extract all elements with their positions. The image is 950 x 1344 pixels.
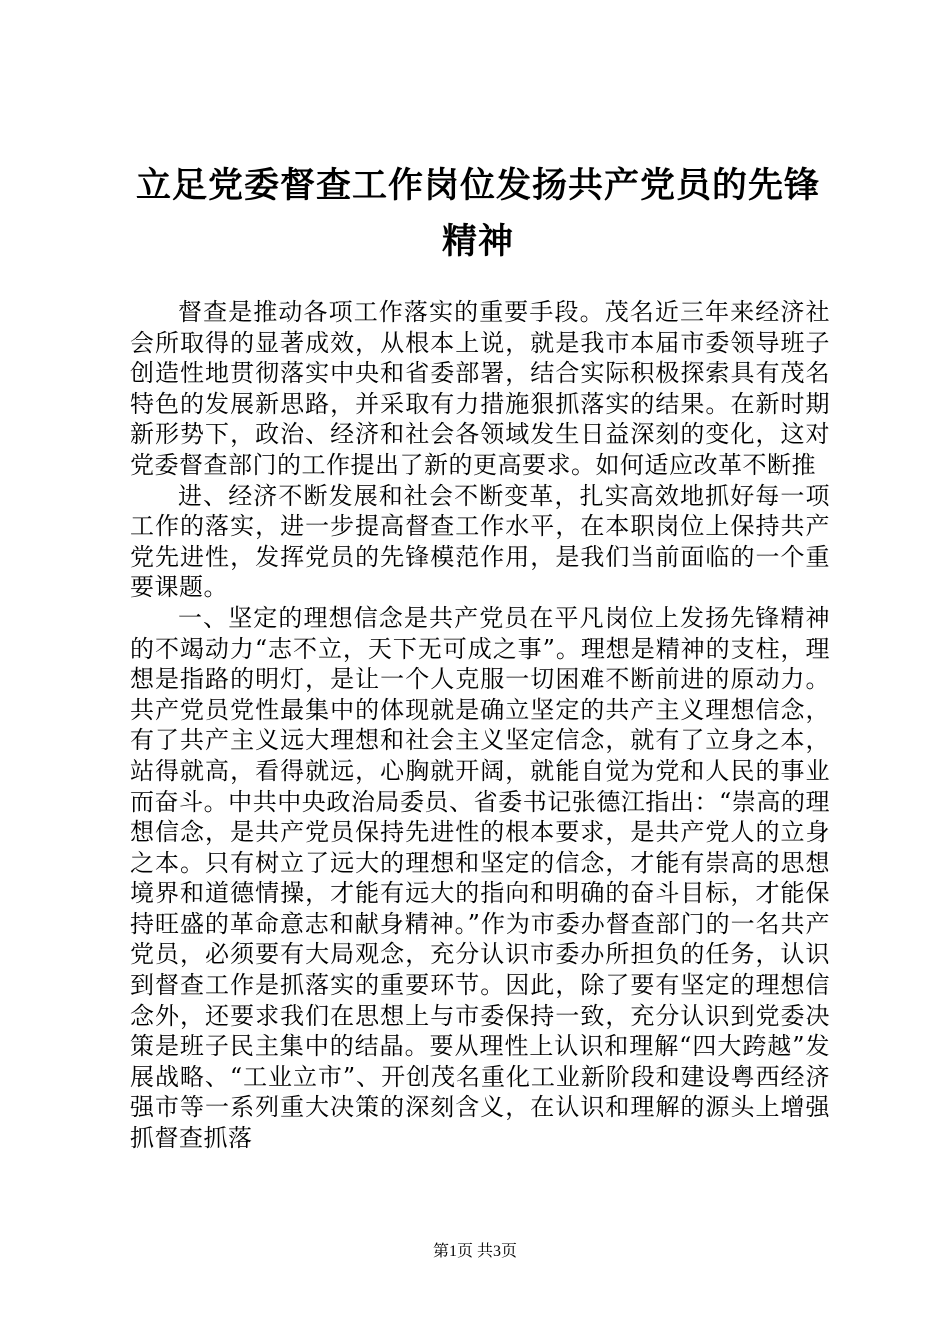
- paragraph-section-one: 一、坚定的理想信念是共产党员在平凡岗位上发扬先锋精神的不竭动力“志不立，天下无可成之事”。理想是精神的支柱，理想是指路的明灯，是让一个人克服一切困难不断前进的原动力。共产党员党性最集中的体现就是确立坚定的共产主义理想信念，有了共产主义远大理想和社会主义坚定信念，就有了立身之本，站得就高，看得就远，心胸就开阔，就能自觉为党和人民的事业而奋斗。中共中央政治局委员、省委书记张德江指出：“崇高的理想信念，是共产党员保持先进性的根本要求，是共产党人的立身之本。只有树立了远大的理想和坚定的信念，才能有崇高的思想境界和道德情操，才能有远大的指向和明确的奋斗目标，才能保持旺盛的革命意志和献身精神。”作为市委办督查部门的一名共产党员，必须要有大局观念，充分认识市委办所担负的任务，认识到督查工作是抓落实的重要环节。因此，除了要有坚定的理想信念外，还要求我们在思想上与市委保持一致，充分认识到党委决策是班子民主集中的结晶。要从理性上认识和理解“四大跨越”发展战略、“工业立市”、开创茂名重化工业新阶段和建设粤西经济强市等一系列重大决策的深刻含义，在认识和理解的源头上增强抓督查抓落: [130, 603, 830, 1153]
- document-body: [130, 297, 830, 1154]
- document-title: 立足党委督查工作岗位发扬共产党员的先锋精神: [135, 166, 820, 262]
- page-footer: 第1页 共3页: [432, 1243, 517, 1260]
- paragraph-continuation: 进、经济不断发展和社会不断变革，扎实高效地抓好每一项工作的落实，进一步提高督查工作水平，在本职岗位上保持共产党先进性，发挥党员的先锋模范作用，是我们当前面临的一个重要课题。: [130, 481, 830, 602]
- paragraph-intro: 督查是推动各项工作落实的重要手段。茂名近三年来经济社会所取得的显著成效，从根本上说，就是我市本届市委领导班子创造性地贯彻落实中央和省委部署，结合实际积极探索具有茂名特色的发展新思路，并采取有力措施狠抓落实的结果。在新时期新形势下，政治、经济和社会各领域发生日益深刻的变化，这对党委督查部门的工作提出了新的更高要求。如何适应改革不断推: [130, 298, 830, 479]
